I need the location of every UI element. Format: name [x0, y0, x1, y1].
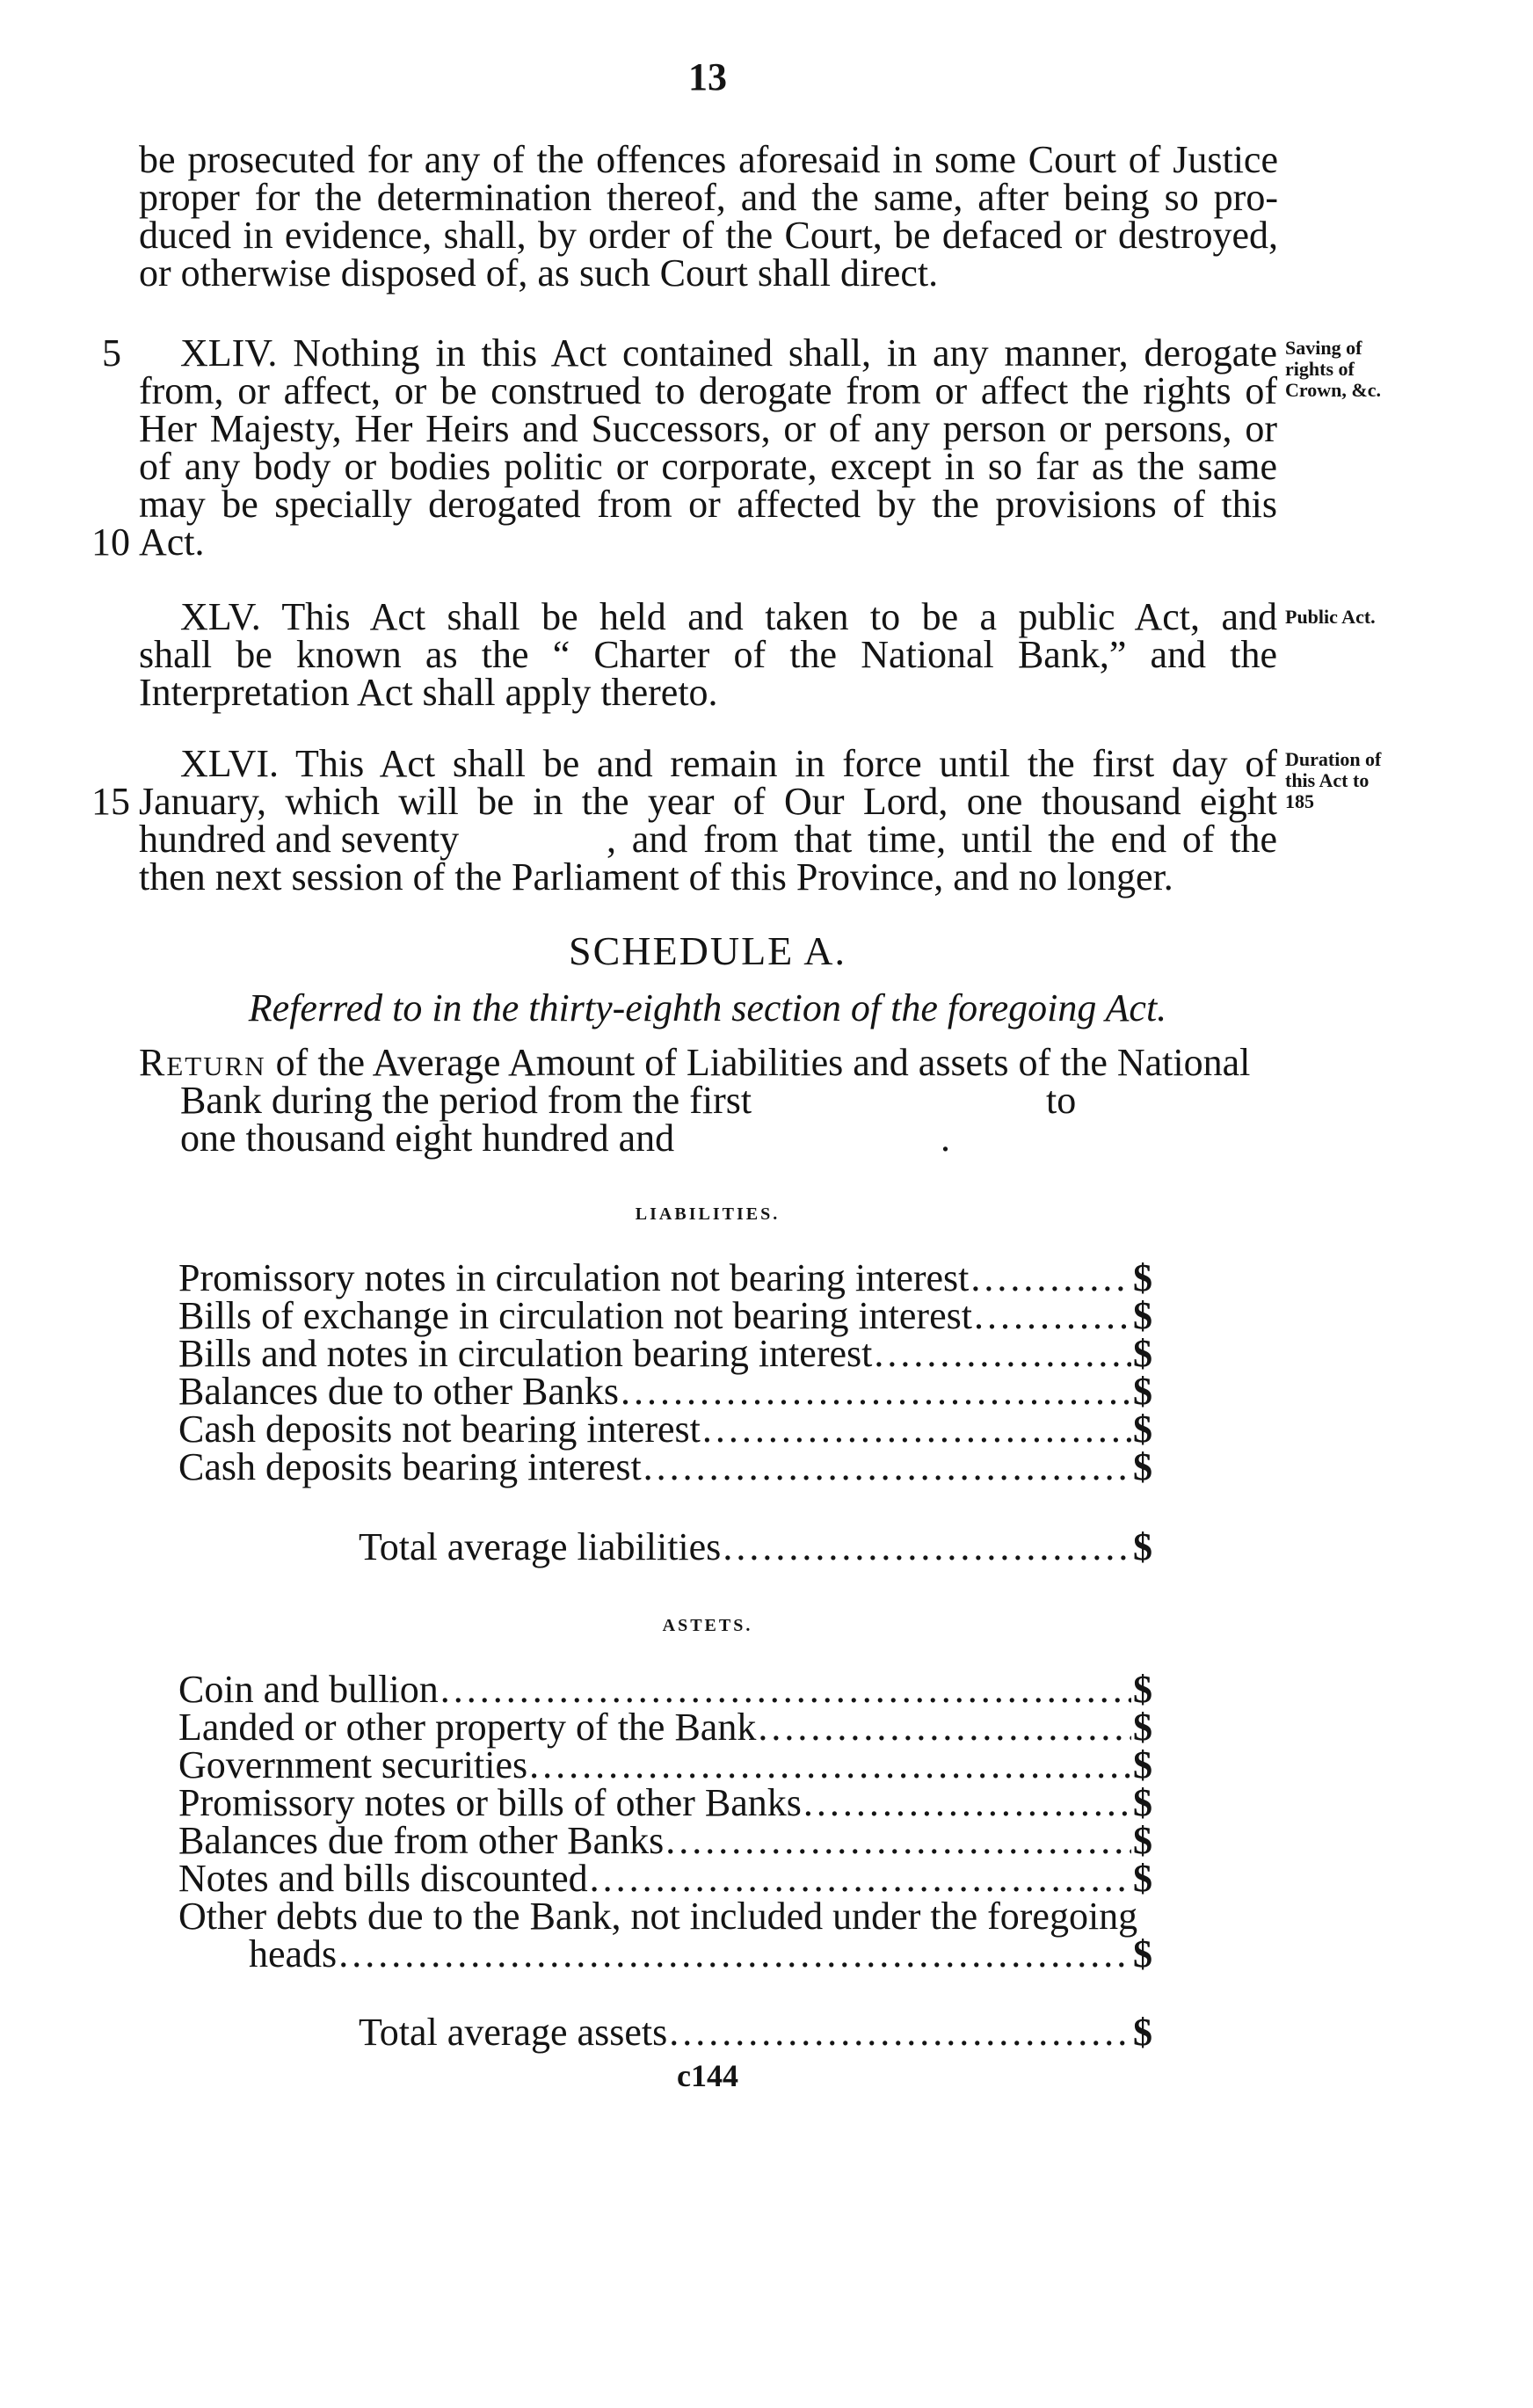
return-text: to	[1046, 1079, 1077, 1122]
paragraph-line: be prosecuted for any of the offences aforesaid in some Court of Justice	[139, 138, 1278, 181]
assets-total: Total average assets ..... $	[359, 2013, 1152, 2051]
margin-note: Public Act.	[1285, 606, 1376, 628]
return-text: one thousand eight hundred and	[180, 1117, 675, 1160]
section-line: from, or affect, or be construed to derogate from or affect the rights of	[139, 369, 1277, 412]
liabilities-total: Total average liabilities ..... $	[359, 1528, 1152, 1566]
page-number: 13	[688, 55, 727, 98]
assets-list	[178, 1670, 1152, 1973]
list-item: Landed or other property of the Bank ..... $	[178, 1708, 1152, 1746]
return-text: .	[941, 1117, 950, 1160]
return-text: Bank during the period from the first	[180, 1079, 752, 1122]
return-text: of the Average Amount of Liabilities and assets of the National	[275, 1041, 1251, 1084]
list-item: Balances due from other Banks ..... $	[178, 1822, 1152, 1859]
margin-note: rights of	[1285, 358, 1355, 380]
paragraph-line: duced in evidence, shall, by order of the Court, be defaced or destroyed,	[139, 214, 1278, 257]
schedule-subtitle: Referred to in the thirty-eighth section of the foregoing Act.	[248, 986, 1167, 1029]
list-item: Cash deposits bearing interest ..... $	[178, 1448, 1152, 1486]
section-line: January, which will be in the year of Our Lord, one thousand eight	[139, 780, 1277, 823]
list-item: Coin and bullion ..... $	[178, 1670, 1152, 1708]
section-line: , and from that time, until the end of the	[607, 818, 1277, 861]
margin-note: this Act to	[1285, 769, 1370, 791]
paragraph-line: or otherwise disposed of, as such Court shall direct.	[139, 251, 939, 295]
section-line: XLV. This Act shall be held and taken to be a public Act, and	[180, 595, 1277, 638]
section-line: shall be known as the “ Charter of the National Bank,” and the	[139, 633, 1277, 676]
margin-note: Crown, &c.	[1285, 379, 1381, 401]
liabilities-list	[178, 1256, 1152, 1488]
schedule-title: SCHEDULE A.	[569, 928, 846, 973]
assets-heading: ASTETS.	[662, 1616, 753, 1635]
section-line: hundred and seventy	[139, 818, 460, 861]
margin-note: 185	[1285, 790, 1314, 812]
line-number: 15	[91, 780, 130, 823]
section-line: may be specially derogated from or affected by the provisions of this	[139, 483, 1277, 526]
section-line: XLVI. This Act shall be and remain in force until the first day of	[180, 742, 1277, 785]
list-item: Other debts due to the Bank, not included under the foregoing	[178, 1895, 1138, 1938]
paragraph-line: proper for the determination thereof, and the same, after being so pro-	[139, 176, 1278, 219]
list-item: Bills of exchange in circulation not bearing interest ..... $	[178, 1297, 1152, 1335]
list-item: Notes and bills discounted ..... $	[178, 1859, 1152, 1897]
list-item: Balances due to other Banks ..... $	[178, 1372, 1152, 1410]
section-line: XLIV. Nothing in this Act contained shall, in any manner, derogate	[180, 331, 1277, 375]
section-line: of any body or bodies politic or corporate, except in so far as the same	[139, 445, 1277, 488]
section-line: Interpretation Act shall apply thereto.	[139, 671, 718, 714]
liabilities-heading: LIABILITIES.	[635, 1204, 781, 1224]
section-line: Her Majesty, Her Heirs and Successors, or of any person or persons, or	[139, 407, 1277, 450]
list-item: Bills and notes in circulation bearing interest ..... $	[178, 1335, 1152, 1372]
return-word: Return	[139, 1041, 266, 1084]
list-item: Government securities ..... $	[178, 1746, 1152, 1784]
list-item: Promissory notes or bills of other Banks ..... $	[178, 1784, 1152, 1822]
list-item: heads ..... $	[178, 1935, 1152, 1973]
margin-note: Duration of	[1285, 748, 1382, 770]
list-item: Promissory notes in circulation not bearing interest ..... $	[178, 1259, 1152, 1297]
section-line: Act.	[139, 520, 205, 564]
line-number: 10	[91, 520, 130, 564]
list-item: Cash deposits not bearing interest ..... $	[178, 1410, 1152, 1448]
margin-note: Saving of	[1285, 337, 1362, 359]
line-number: 5	[102, 331, 121, 375]
signature-mark: c144	[677, 2058, 738, 2093]
section-line: then next session of the Parliament of this Province, and no longer.	[139, 855, 1173, 898]
